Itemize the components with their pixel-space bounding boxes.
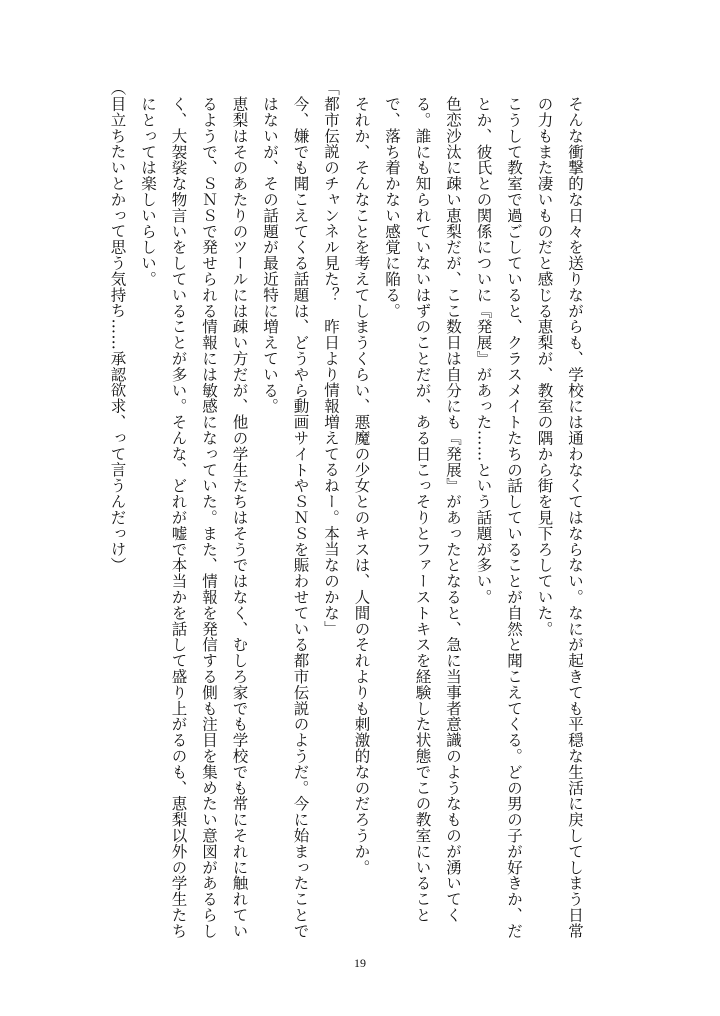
dialogue-line: 「都市伝説のチャンネル見た？ 昨日より情報増えてるねー。本当なのかな」 (322, 80, 340, 637)
paragraph: こうして教室で過ごしていると、クラスメイトたちの話していることが自然と聞こえてくる。どの男の子が好きか、だとか、彼氏との関係についに『発展』があった……という話題が多い。 (474, 95, 523, 939)
paragraph: 色恋沙汰に疎い恵梨だが、ここ数日は自分にも『発展』があったとなると、急に当事者意識のようなものが湧いてくる。誰にも知られていないはずのことだが、ある日こっそりとファーストキスを経験した状態でこの教室にいることで、落ち着かない感覚に陥る。 (383, 95, 462, 923)
paragraph: それか、そんなことを考えてしまうくらい、悪魔の少女とのキスは、人間のそれよりも刺激的なのだろうか。 (352, 95, 371, 875)
paragraph: そんな衝撃的な日々を送りながらも、学校には通わなくてはならない。なにが起きても平穏な生活に戻してしまう日常の力もまた凄いものだと感じる恵梨が、教室の隅から街を見下ろしていた。 (535, 95, 584, 939)
page-number: 19 (354, 956, 366, 970)
inner-thought-line: （目立ちたいとかって思う気持ち……承認欲求、って言うんだっけ） (108, 80, 127, 573)
paragraph: 今、嫌でも聞こえてくる話題は、どうやら動画サイトやＳＮＳを賑わせている都市伝説のようだ。今に始まったことではないが、その話題が最近特に増えている。 (261, 95, 310, 939)
paragraph: 恵梨はそのあたりのツールには疎い方だが、他の学生たちはそうではなく、むしろ家でも学校でも常にそれに触れているようで、ＳＮＳで発せられる情報には敏感になっていた。また、情報を発信する側も注目を集めたい意図があるらしく、大袈裟な物言いをしていることが多い。そんな、どれが嘘で本当かを話して盛り上がるのも、恵梨以外の学生たちにとっては楽しいらしい。 (139, 95, 249, 939)
body-text (90, 80, 590, 950)
